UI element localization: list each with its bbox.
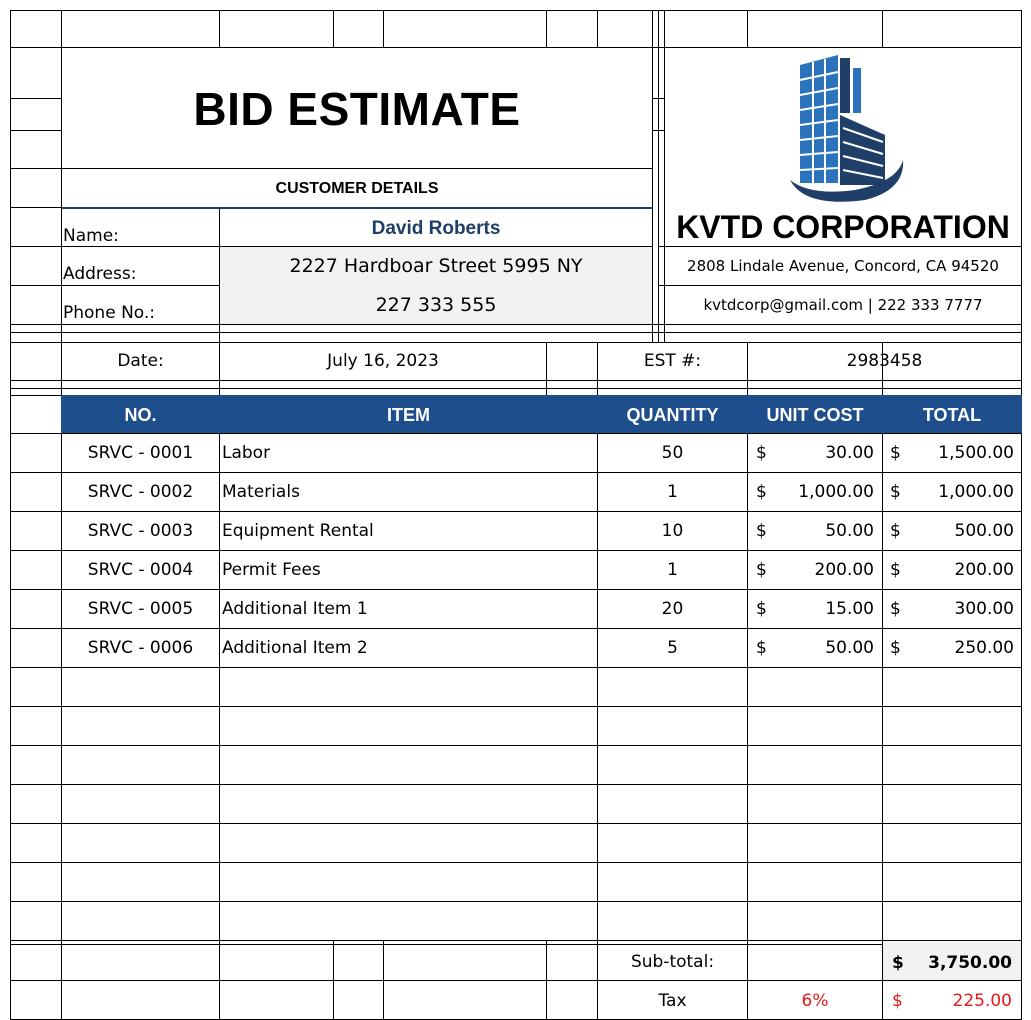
grid-line	[546, 342, 547, 395]
row-quantity[interactable]: 20	[661, 599, 684, 619]
grid-line	[219, 208, 220, 1020]
row-total-currency[interactable]: $	[890, 482, 901, 502]
customer-name[interactable]: David Roberts	[371, 218, 501, 239]
row-total[interactable]: 300.00	[954, 599, 1014, 619]
row-unit-cost[interactable]: 200.00	[814, 560, 874, 580]
grid-line	[333, 10, 334, 48]
column-header-item: ITEM	[387, 405, 430, 425]
grid-line	[10, 628, 1021, 629]
row-item[interactable]: Labor	[222, 443, 271, 463]
grid-line	[10, 940, 1021, 941]
row-unit-currency[interactable]: $	[756, 521, 767, 541]
est-label: EST #:	[643, 351, 702, 371]
row-unit-currency[interactable]: $	[756, 638, 767, 658]
est-number[interactable]: 2983458	[846, 351, 923, 371]
grid-line	[383, 940, 384, 1020]
grid-line	[219, 10, 220, 48]
column-header-quantity: QUANTITY	[626, 405, 719, 425]
row-unit-currency[interactable]: $	[756, 482, 767, 502]
grid-line	[61, 10, 62, 1020]
grid-line	[597, 10, 598, 48]
row-total-currency[interactable]: $	[890, 599, 901, 619]
grid-line	[10, 823, 1021, 824]
grid-line	[664, 10, 665, 342]
grid-line	[10, 472, 1021, 473]
grid-line	[658, 285, 1021, 286]
tax-rate[interactable]: 6%	[801, 991, 829, 1011]
grid-line	[10, 784, 1021, 785]
grid-line	[10, 589, 1021, 590]
date-value[interactable]: July 16, 2023	[327, 351, 439, 371]
column-header-no: NO.	[124, 405, 157, 425]
company-address: 2808 Lindale Avenue, Concord, CA 94520	[687, 257, 999, 275]
row-unit-currency[interactable]: $	[756, 443, 767, 463]
grid-line	[10, 667, 1021, 668]
name-label: Name:	[63, 226, 119, 246]
row-item[interactable]: Equipment Rental	[222, 521, 374, 541]
grid-line	[10, 47, 1021, 48]
date-label: Date:	[117, 351, 164, 371]
grid-line	[10, 342, 1021, 343]
grid-line	[10, 332, 1021, 333]
row-number[interactable]: SRVC - 0005	[87, 599, 194, 619]
grid-line	[10, 706, 1021, 707]
grid-line	[10, 862, 1021, 863]
row-total[interactable]: 1,000.00	[938, 482, 1014, 502]
grid-line	[747, 10, 748, 48]
row-quantity[interactable]: 50	[661, 443, 684, 463]
grid-line	[10, 380, 1021, 381]
grid-line	[882, 10, 883, 48]
grid-line	[546, 10, 547, 48]
row-item[interactable]: Additional Item 1	[222, 599, 368, 619]
phone-label: Phone No.:	[63, 303, 156, 323]
grid-line	[1021, 10, 1022, 1020]
grid-line	[10, 745, 1021, 746]
row-unit-currency[interactable]: $	[756, 599, 767, 619]
grid-line	[10, 98, 61, 99]
row-total[interactable]: 1,500.00	[938, 443, 1014, 463]
row-unit-cost[interactable]: 1,000.00	[798, 482, 874, 502]
building-logo-icon	[785, 50, 910, 205]
grid-line	[10, 207, 61, 208]
grid-line	[10, 324, 1021, 325]
subtotal-currency: $	[892, 953, 904, 973]
grid-line	[882, 342, 883, 1020]
grid-line	[747, 342, 748, 1020]
column-header-total: TOTAL	[922, 405, 982, 425]
page-title: BID ESTIMATE	[193, 83, 521, 135]
row-item[interactable]: Additional Item 2	[222, 638, 368, 658]
tax-label: Tax	[658, 991, 687, 1011]
customer-address[interactable]: 2227 Hardboar Street 5995 NY	[289, 255, 583, 277]
grid-line	[10, 433, 1021, 434]
row-item[interactable]: Materials	[222, 482, 300, 502]
row-unit-cost[interactable]: 50.00	[825, 521, 874, 541]
row-total-currency[interactable]: $	[890, 638, 901, 658]
subtotal-label: Sub-total:	[630, 952, 715, 972]
row-quantity[interactable]: 1	[667, 482, 678, 502]
row-total[interactable]: 200.00	[954, 560, 1014, 580]
grid-line	[10, 944, 1021, 945]
row-number[interactable]: SRVC - 0004	[87, 560, 194, 580]
grid-line	[658, 246, 1021, 247]
row-total[interactable]: 500.00	[954, 521, 1014, 541]
grid-line	[10, 130, 61, 131]
customer-details-heading: CUSTOMER DETAILS	[275, 180, 439, 197]
row-quantity[interactable]: 1	[667, 560, 678, 580]
row-item[interactable]: Permit Fees	[222, 560, 321, 580]
row-number[interactable]: SRVC - 0002	[87, 482, 194, 502]
column-header-unit-cost: UNIT COST	[766, 405, 864, 425]
grid-line	[10, 511, 1021, 512]
row-unit-cost[interactable]: 15.00	[825, 599, 874, 619]
grid-line	[10, 10, 1021, 11]
row-quantity[interactable]: 10	[661, 521, 684, 541]
tax-value: 225.00	[952, 991, 1012, 1011]
grid-line	[652, 10, 653, 342]
row-total-currency[interactable]: $	[890, 521, 901, 541]
grid-line	[10, 901, 1021, 902]
grid-line	[546, 940, 547, 1020]
row-number[interactable]: SRVC - 0006	[87, 638, 194, 658]
row-number[interactable]: SRVC - 0001	[87, 443, 194, 463]
row-unit-cost[interactable]: 50.00	[825, 638, 874, 658]
row-unit-cost[interactable]: 30.00	[825, 443, 874, 463]
grid-line	[658, 10, 659, 342]
grid-line	[10, 550, 1021, 551]
row-total-currency[interactable]: $	[890, 443, 901, 463]
row-unit-currency[interactable]: $	[756, 560, 767, 580]
address-label: Address:	[63, 264, 137, 284]
grid-line	[333, 940, 334, 1020]
subtotal-value: 3,750.00	[928, 953, 1012, 973]
tax-currency: $	[892, 991, 903, 1011]
row-total[interactable]: 250.00	[954, 638, 1014, 658]
grid-line	[10, 10, 11, 1020]
customer-phone[interactable]: 227 333 555	[375, 294, 497, 316]
grid-line	[597, 342, 598, 1020]
row-number[interactable]: SRVC - 0003	[87, 521, 194, 541]
row-quantity[interactable]: 5	[667, 638, 678, 658]
grid-line	[10, 168, 652, 169]
grid-line	[10, 980, 1021, 981]
company-name: KVTD CORPORATION	[676, 209, 1010, 245]
grid-line	[10, 388, 1021, 389]
grid-line	[62, 207, 652, 209]
grid-line	[383, 10, 384, 48]
row-total-currency[interactable]: $	[890, 560, 901, 580]
company-contact: kvtdcorp@gmail.com | 222 333 7777	[703, 296, 983, 314]
